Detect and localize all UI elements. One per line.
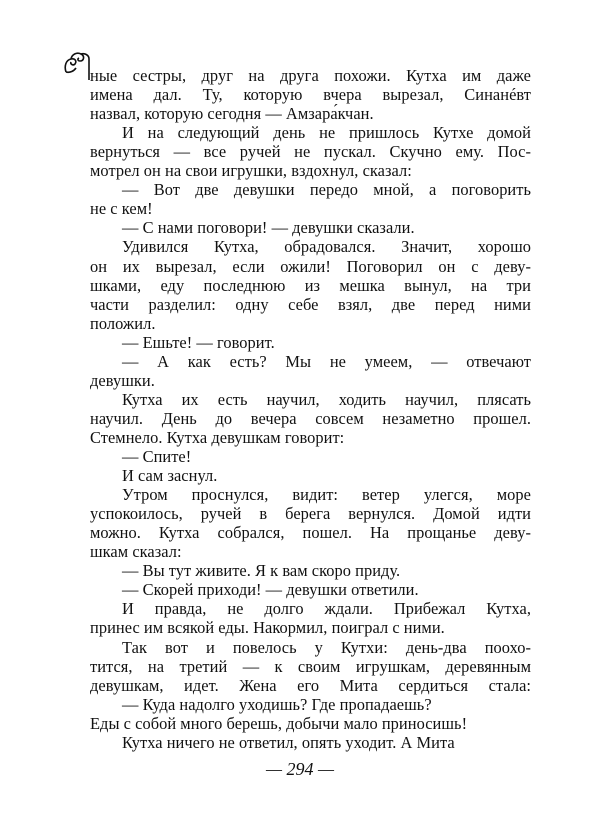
- text-line: — Спите!: [122, 447, 192, 466]
- text-line: назвал, которую сегодня — Амзара́кчан.: [90, 104, 374, 124]
- text-line: — А как есть? Мы не умеем, — отвечают: [122, 351, 531, 371]
- text-line: девушкам, идет. Жена его Мита сердиться стала:: [90, 675, 531, 695]
- text-line: можно. Кутха собрался, пошел. На прощанье деву-: [90, 523, 531, 543]
- text-line: он их вырезал, если ожили! Поговорил он с деву-: [90, 256, 531, 276]
- text-line: — С нами поговори! — девушки сказали.: [122, 218, 415, 238]
- text-line: тится, на третий — к своим игрушкам, деревянным: [90, 656, 531, 676]
- text-line: ные сестры, друг на друга похожи. Кутха им даже: [90, 66, 531, 85]
- text-line: Утром проснулся, видит: ветер улегся, море: [122, 485, 531, 505]
- text-line: — Вот две девушки передо мной, а поговорить: [122, 180, 531, 200]
- text-line: — Куда надолго уходишь? Где пропадаешь?: [122, 694, 432, 714]
- text-line: вернуться — все ручей не пускал. Скучно ему. Пос-: [90, 142, 531, 162]
- text-line: шкам сказал:: [90, 542, 182, 562]
- text-line: — Вы тут живите. Я к вам скоро приду.: [122, 561, 401, 581]
- text-line: Кутха ничего не ответил, опять уходит. А Мита: [122, 732, 455, 752]
- text-line: девушки.: [90, 370, 155, 390]
- text-line: успокоилось, ручей в берега вернулся. Домой идти: [90, 504, 531, 524]
- text-line: И сам заснул.: [122, 466, 218, 486]
- text-line: имена дал. Ту, которую вчера вырезал, Синанéвт: [90, 85, 531, 105]
- text-line: — Скорей приходи! — девушки ответили.: [122, 580, 419, 600]
- text-line: принес им всякой еды. Накормил, поиграл с ними.: [90, 618, 445, 638]
- page-number: — 294 —: [265, 759, 334, 779]
- ornament-icon: [62, 50, 92, 80]
- text-line: положил.: [90, 313, 156, 333]
- text-line: шками, еду последнюю из мешка вынул, на три: [90, 275, 531, 295]
- text-line: Еды с собой много берешь, добычи мало приносишь!: [90, 713, 468, 733]
- text-line: научил. День до вечера совсем незаметно прошел.: [90, 408, 531, 428]
- text-line: И на следующий день не пришлось Кутхе домой: [122, 123, 531, 143]
- text-line: Так вот и повелось у Кутхи: день-два поохо-: [122, 637, 531, 657]
- text-line: И правда, не долго ждали. Прибежал Кутха,: [122, 599, 531, 619]
- text-line: мотрел он на свои игрушки, вздохнул, сказал:: [90, 161, 412, 181]
- text-line: — Ешьте! — говорит.: [122, 332, 275, 352]
- text-line: Удивился Кутха, обрадовался. Значит, хорошо: [122, 237, 531, 257]
- text-line: части разделил: одну себе взял, две перед ними: [90, 294, 531, 314]
- text-line: Стемнело. Кутха девушкам говорит:: [90, 427, 345, 447]
- text-line: Кутха их есть научил, ходить научил, плясать: [122, 389, 531, 409]
- text-line: не с кем!: [90, 199, 153, 219]
